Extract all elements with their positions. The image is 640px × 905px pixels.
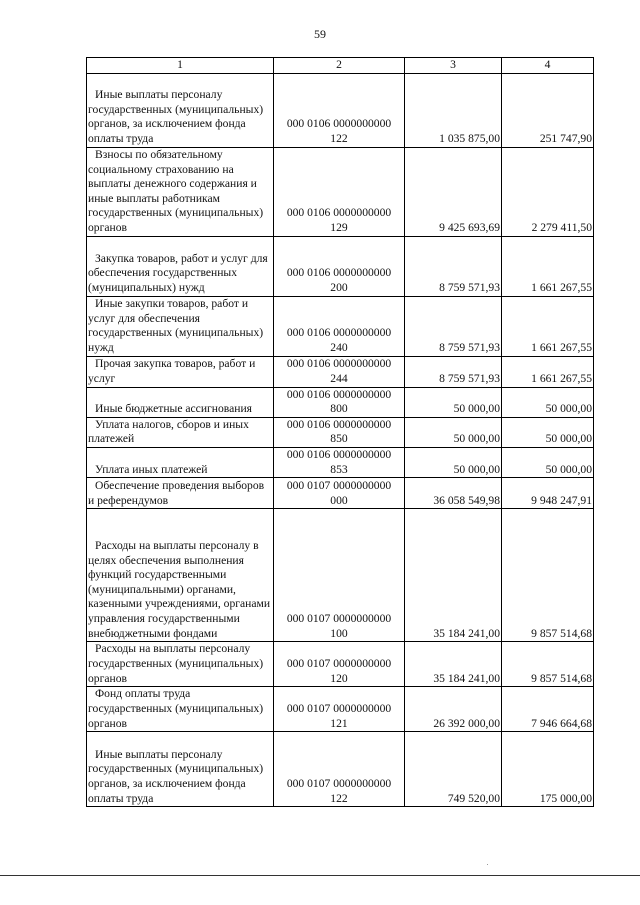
table-row [87, 296, 594, 356]
column-header-2: 2 [274, 58, 405, 74]
amount-col4: 2 279 411,50 [502, 147, 594, 236]
budget-code [274, 687, 405, 732]
table-row [87, 147, 594, 236]
budget-code-main: 000 0107 0000000000 [286, 478, 392, 492]
table-body [87, 73, 594, 807]
amount-col4: 9 857 514,68 [502, 509, 594, 642]
budget-code-type: 850 [330, 432, 348, 446]
amount-col3: 9 425 693,69 [405, 147, 502, 236]
expense-name-text: Расходы на выплаты персоналу государственных (муниципальных) органов [88, 642, 264, 685]
page-bottom-rule [0, 875, 640, 876]
amount-col3: 1 035 875,00 [405, 73, 502, 147]
budget-code-type: 121 [330, 716, 348, 730]
budget-code-main: 000 0106 0000000000 [286, 417, 392, 431]
budget-code [274, 236, 405, 296]
budget-code-type: 244 [330, 372, 348, 385]
amount-col4: 9 948 247,91 [502, 478, 594, 509]
table-row [87, 73, 594, 147]
amount-col4: 1 661 267,55 [502, 296, 594, 356]
budget-code-main: 000 0107 0000000000 [286, 611, 392, 625]
budget-code [274, 417, 405, 447]
amount-col4: 50 000,00 [502, 447, 594, 477]
budget-code [274, 387, 405, 417]
expense-name [87, 147, 274, 236]
budget-code-type: 800 [330, 402, 348, 416]
expense-name-text: Расходы на выплаты персоналу в целях обеспечения выполнения функций государственными (муниципальными) органами, казенными учреждениями, органами управления государственными внебюджетными фондами [88, 539, 271, 640]
table-row [87, 417, 594, 447]
amount-col3: 8 759 571,93 [405, 236, 502, 296]
budget-code-type: 200 [330, 281, 348, 294]
amount-col3: 35 184 241,00 [405, 642, 502, 687]
budget-code-main: 000 0106 0000000000 [286, 357, 392, 371]
budget-code-main: 000 0107 0000000000 [286, 656, 392, 670]
expense-name [87, 417, 274, 447]
table-row [87, 509, 594, 642]
budget-code-main: 000 0106 0000000000 [286, 266, 392, 280]
amount-col3: 8 759 571,93 [405, 296, 502, 356]
budget-code-main: 000 0106 0000000000 [286, 326, 392, 340]
expense-name-text: Иные выплаты персоналу государственных (муниципальных) органов, за исключением фонда оплаты труда [88, 88, 264, 145]
expense-name-text: Уплата иных платежей [95, 462, 208, 476]
expense-name [87, 687, 274, 732]
budget-code-main: 000 0106 0000000000 [286, 447, 392, 461]
amount-col4: 175 000,00 [502, 732, 594, 807]
budget-code-main: 000 0107 0000000000 [286, 701, 392, 715]
amount-col4: 50 000,00 [502, 387, 594, 417]
expense-name-text: Иные бюджетные ассигнования [95, 402, 252, 416]
expense-name [87, 296, 274, 356]
column-header-3: 3 [405, 58, 502, 74]
table-row [87, 387, 594, 417]
scan-speck [487, 864, 488, 865]
expense-name [87, 447, 274, 477]
amount-col3: 35 184 241,00 [405, 509, 502, 642]
table-row [87, 236, 594, 296]
budget-code-type: 100 [330, 626, 348, 640]
column-header-1: 1 [87, 58, 274, 74]
expense-name [87, 356, 274, 387]
budget-code-main: 000 0107 0000000000 [286, 776, 392, 790]
expense-name [87, 478, 274, 509]
budget-code-type: 240 [330, 341, 348, 354]
budget-code-main: 000 0106 0000000000 [286, 387, 392, 401]
table-row [87, 732, 594, 807]
amount-col3: 50 000,00 [405, 417, 502, 447]
expense-name [87, 642, 274, 687]
budget-code-type: 000 [330, 493, 348, 507]
amount-col3: 749 520,00 [405, 732, 502, 807]
budget-code-main: 000 0106 0000000000 [286, 117, 392, 131]
table-row [87, 642, 594, 687]
expense-name-text: Фонд оплаты труда государственных (муниципальных) органов [88, 687, 264, 730]
table-row [87, 447, 594, 477]
expense-name [87, 509, 274, 642]
budget-code [274, 147, 405, 236]
amount-col4: 1 661 267,55 [502, 356, 594, 387]
expense-name-text: Иные закупки товаров, работ и услуг для обеспечения государственных (муниципальных) нужд [88, 297, 264, 354]
table-row [87, 356, 594, 387]
expense-name-text: Уплата налогов, сборов и иных платежей [88, 417, 249, 446]
expense-name-text: Закупка товаров, работ и услуг для обеспечения государственных (муниципальных) нужд [88, 251, 268, 294]
column-header-4: 4 [502, 58, 594, 74]
table-header-row [87, 58, 594, 74]
expense-name [87, 732, 274, 807]
expense-name-text: Обеспечение проведения выборов и референдумов [88, 478, 265, 507]
amount-col3: 50 000,00 [405, 447, 502, 477]
budget-code-type: 120 [330, 671, 348, 685]
expense-name [87, 387, 274, 417]
expense-name-text: Взносы по обязательному социальному страхованию на выплаты денежного содержания и иные выплаты работникам государственных (муниципальных) органов [88, 148, 264, 234]
amount-col4: 9 857 514,68 [502, 642, 594, 687]
budget-code-type: 129 [330, 221, 348, 234]
amount-col4: 1 661 267,55 [502, 236, 594, 296]
expense-name-text: Прочая закупка товаров, работ и услуг [88, 357, 256, 385]
table-row [87, 478, 594, 509]
expense-name-text: Иные выплаты персоналу государственных (муниципальных) органов, за исключением фонда оплаты труда [88, 747, 264, 805]
amount-col3: 36 058 549,98 [405, 478, 502, 509]
budget-code-main: 000 0106 0000000000 [286, 206, 392, 220]
expense-name [87, 73, 274, 147]
amount-col3: 8 759 571,93 [405, 356, 502, 387]
budget-code-type: 853 [330, 462, 348, 476]
budget-code [274, 356, 405, 387]
amount-col3: 26 392 000,00 [405, 687, 502, 732]
budget-code-type: 122 [330, 132, 348, 145]
budget-code [274, 509, 405, 642]
page-number: 59 [314, 27, 326, 41]
budget-code [274, 478, 405, 509]
budget-code [274, 73, 405, 147]
amount-col3: 50 000,00 [405, 387, 502, 417]
amount-col4: 251 747,90 [502, 73, 594, 147]
table-row [87, 687, 594, 732]
budget-code [274, 732, 405, 807]
amount-col4: 50 000,00 [502, 417, 594, 447]
budget-code [274, 642, 405, 687]
budget-table [86, 57, 594, 807]
budget-code-type: 122 [330, 791, 348, 805]
expense-name [87, 236, 274, 296]
budget-code [274, 296, 405, 356]
budget-code [274, 447, 405, 477]
amount-col4: 7 946 664,68 [502, 687, 594, 732]
